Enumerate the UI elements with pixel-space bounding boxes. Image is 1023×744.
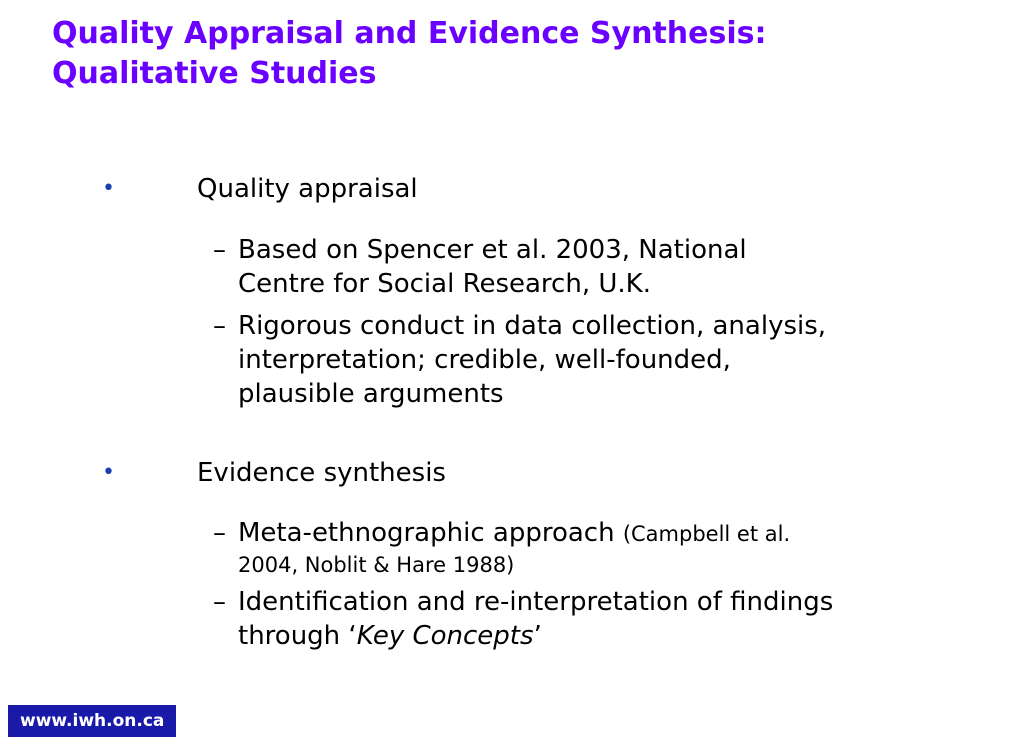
dash-marker: – <box>213 235 226 265</box>
bullet-marker: • <box>102 460 115 485</box>
slide-title-line-1: Quality Appraisal and Evidence Synthesis: <box>52 16 767 51</box>
slide-title-line-2: Qualitative Studies <box>52 56 377 91</box>
subitem-text <box>238 585 978 653</box>
bullet-marker: • <box>102 176 115 201</box>
slide-title <box>52 14 767 94</box>
key-concepts-emphasis: Key Concepts <box>356 621 534 651</box>
dash-marker: – <box>213 587 226 617</box>
line-suffix: ’ <box>533 621 542 651</box>
subitem-text <box>238 309 978 411</box>
citation-line: 2004, Noblit & Hare 1988) <box>238 553 515 577</box>
subitem-line <box>238 619 978 653</box>
subitem-line: Rigorous conduct in data collection, analysis, <box>238 311 827 341</box>
subitem-line <box>238 516 978 551</box>
citation-text: (Campbell et al. <box>622 522 791 546</box>
subitem-text <box>238 516 978 579</box>
subitem-line: Identification and re-interpretation of findings <box>238 587 834 617</box>
bullet-label: Quality appraisal <box>197 174 418 204</box>
subitem-line: interpretation; credible, well-founded, <box>238 345 731 375</box>
subitem-line: plausible arguments <box>238 379 504 409</box>
bullet-label: Evidence synthesis <box>197 458 446 488</box>
subitem-text <box>238 233 978 301</box>
subitem-line: Centre for Social Research, U.K. <box>238 269 651 299</box>
line-prefix: through ‘ <box>238 621 357 651</box>
dash-marker: – <box>213 518 226 548</box>
footer-url-badge: www.iwh.on.ca <box>8 705 176 737</box>
subitem-main-text: Meta-ethnographic approach <box>238 518 615 548</box>
dash-marker: – <box>213 311 226 341</box>
subitem-line: Based on Spencer et al. 2003, National <box>238 235 747 265</box>
